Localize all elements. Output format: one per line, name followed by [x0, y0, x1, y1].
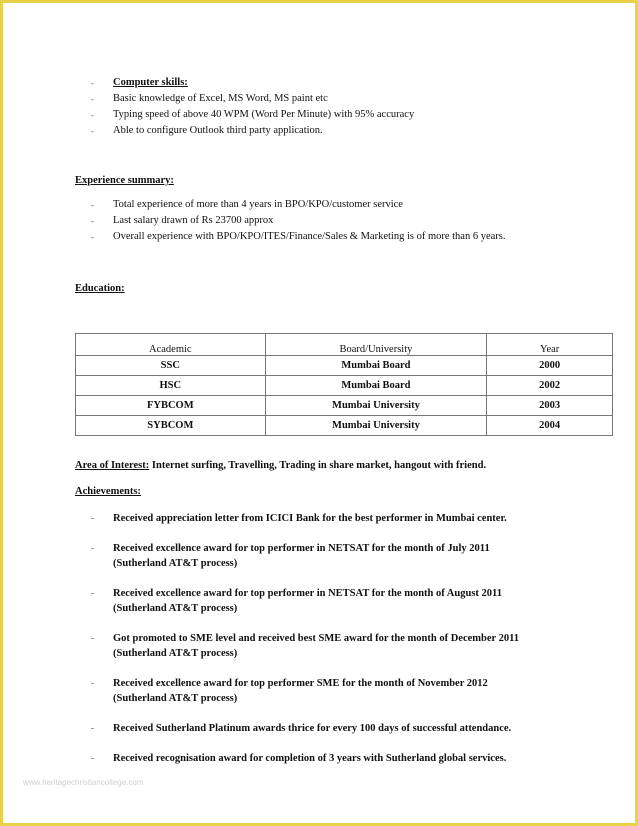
- achievement-line: Received recognisation award for completion of 3 years with Sutherland global services.: [113, 753, 507, 764]
- bullet-dash: -: [91, 126, 94, 136]
- interest-section: [75, 458, 615, 474]
- list-item: [75, 676, 615, 706]
- table-cell: 2002: [487, 376, 613, 396]
- bullet-dash: -: [91, 543, 94, 553]
- bullet-dash: -: [91, 723, 94, 733]
- bullet-dash: -: [91, 216, 94, 226]
- skill-text: Basic knowledge of Excel, MS Word, MS paint etc: [113, 93, 328, 104]
- bullet-dash: -: [91, 588, 94, 598]
- table-cell: Mumbai Board: [265, 356, 487, 376]
- table-cell: 2000: [487, 356, 613, 376]
- achievement-note: (Sutherland AT&T process): [113, 693, 238, 704]
- table-header-row: [76, 334, 613, 356]
- table-cell: SYBCOM: [76, 416, 266, 436]
- achievement-note: (Sutherland AT&T process): [113, 603, 238, 614]
- education-table: [75, 333, 613, 436]
- list-item: [75, 541, 615, 571]
- interest-heading: Area of Interest:: [75, 460, 150, 471]
- achievement-note: (Sutherland AT&T process): [113, 558, 238, 569]
- experience-section: [75, 173, 615, 245]
- experience-text: Last salary drawn of Rs 23700 approx: [113, 215, 274, 226]
- skill-text: Typing speed of above 40 WPM (Word Per Minute) with 95% accuracy: [113, 109, 415, 120]
- list-item: [75, 631, 615, 661]
- table-row: [76, 376, 613, 396]
- achievement-line: Received Sutherland Platinum awards thrice for every 100 days of successful attendance.: [113, 723, 512, 734]
- list-item: [75, 197, 615, 213]
- watermark-text: www.heritagechristiancollege.com: [23, 778, 144, 787]
- achievement-line: Got promoted to SME level and received best SME award for the month of December 2011: [113, 633, 520, 644]
- column-header: Board/University: [265, 334, 487, 356]
- list-item: [75, 91, 615, 107]
- achievement-line: Received excellence award for top performer in NETSAT for the month of July 2011: [113, 543, 490, 554]
- bullet-dash: -: [91, 200, 94, 210]
- computer-skills-heading: Computer skills:: [113, 77, 188, 88]
- bullet-dash: -: [91, 110, 94, 120]
- experience-text: Overall experience with BPO/KPO/ITES/Finance/Sales & Marketing is of more than 6 years.: [113, 231, 506, 242]
- table-cell: 2004: [487, 416, 613, 436]
- list-item: [75, 213, 615, 229]
- education-section: [75, 281, 615, 297]
- bullet-dash: -: [91, 753, 94, 763]
- resume-page: [3, 3, 635, 823]
- skill-text: Able to configure Outlook third party application.: [113, 125, 323, 136]
- table-cell: FYBCOM: [76, 396, 266, 416]
- list-item: [75, 107, 615, 123]
- experience-text: Total experience of more than 4 years in BPO/KPO/customer service: [113, 199, 403, 210]
- achievements-section: [75, 484, 615, 781]
- computer-skills-heading-item: [75, 75, 615, 91]
- achievement-line: Received excellence award for top performer SME for the month of November 2012: [113, 678, 488, 689]
- list-item: [75, 586, 615, 616]
- bullet-dash: -: [91, 78, 94, 88]
- experience-heading: Experience summary:: [75, 175, 174, 186]
- table-cell: Mumbai University: [265, 396, 487, 416]
- table-cell: 2003: [487, 396, 613, 416]
- list-item: [75, 751, 615, 766]
- table-cell: Mumbai University: [265, 416, 487, 436]
- table-row: [76, 356, 613, 376]
- bullet-dash: -: [91, 94, 94, 104]
- list-item: [75, 511, 615, 526]
- computer-skills-section: [75, 75, 615, 139]
- list-item: [75, 229, 615, 245]
- education-heading: Education:: [75, 283, 125, 294]
- interest-text: Internet surfing, Travelling, Trading in share market, hangout with friend.: [149, 460, 487, 471]
- bullet-dash: -: [91, 513, 94, 523]
- achievement-line: Received excellence award for top performer in NETSAT for the month of August 2011: [113, 588, 502, 599]
- achievement-line: Received appreciation letter from ICICI Bank for the best performer in Mumbai center.: [113, 513, 507, 524]
- achievement-note: (Sutherland AT&T process): [113, 648, 238, 659]
- table-cell: SSC: [76, 356, 266, 376]
- table-row: [76, 396, 613, 416]
- column-header: Year: [487, 334, 613, 356]
- column-header: Academic: [76, 334, 266, 356]
- bullet-dash: -: [91, 232, 94, 242]
- bullet-dash: -: [91, 633, 94, 643]
- table-cell: HSC: [76, 376, 266, 396]
- list-item: [75, 123, 615, 139]
- table-cell: Mumbai Board: [265, 376, 487, 396]
- bullet-dash: -: [91, 678, 94, 688]
- table-row: [76, 416, 613, 436]
- list-item: [75, 721, 615, 736]
- achievements-heading: Achievements:: [75, 486, 141, 497]
